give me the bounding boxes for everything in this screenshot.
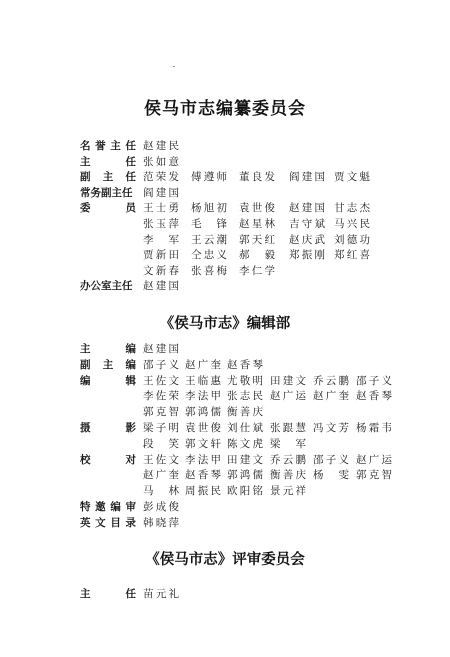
member-name: 彭成俊	[143, 501, 179, 513]
member-name: 苗元礼	[143, 588, 179, 600]
member-name: 张跟慧	[270, 422, 306, 434]
member-name: 赵建国	[289, 202, 325, 215]
member-name: 景元祥	[270, 485, 306, 498]
member-name: 郭克智	[143, 406, 179, 419]
member-name: 郭鸿儒	[227, 469, 263, 482]
review-title: 《侯马市志》评审委员会	[145, 552, 305, 568]
member-name: 郝毅	[239, 249, 275, 262]
member-name: 郭天红	[239, 233, 275, 246]
member-name: 赵香琴	[185, 469, 221, 482]
role-label: 副主任	[80, 171, 136, 184]
member-name: 梁子明	[143, 422, 179, 434]
member-name: 郭鸿儒	[185, 406, 221, 419]
member-name: 田建文	[227, 453, 263, 466]
member-name: 赵香琴	[227, 358, 263, 371]
member-name: 赵广奎	[313, 390, 349, 403]
member-name: 冯文芳	[313, 422, 349, 434]
member-name: 韩晓萍	[143, 516, 179, 529]
role-label: 主编	[80, 343, 136, 355]
member-name: 张如意	[143, 155, 179, 168]
member-name: 乔云鹏	[313, 374, 349, 387]
member-name: 甘志杰	[334, 202, 370, 215]
member-name: 傅遵师	[191, 171, 227, 184]
member-name: 袁世俊	[185, 422, 221, 434]
member-name: 吉守斌	[289, 218, 325, 230]
member-name: 马兴民	[334, 218, 370, 230]
member-name: 赵香琴	[356, 390, 392, 403]
member-name: 张志民	[227, 390, 263, 403]
member-name: 董良发	[239, 171, 275, 184]
member-name: 马林	[143, 485, 179, 498]
member-name: 阎建国	[143, 186, 179, 199]
role-label: 摄影	[80, 422, 136, 434]
member-name: 张喜梅	[191, 264, 227, 277]
member-name: 贾新田	[143, 249, 179, 262]
member-name: 贾文魁	[334, 171, 370, 184]
member-name: 邵子义	[356, 374, 392, 387]
member-name: 王佐文	[143, 453, 179, 466]
role-label: 委员	[80, 202, 136, 215]
member-name: 赵建国	[143, 280, 179, 293]
member-name: 郭克智	[356, 469, 392, 482]
member-name: 乔云鹏	[270, 453, 306, 466]
member-name: 毛锋	[191, 218, 227, 230]
member-name: 王云潮	[191, 233, 227, 246]
member-name: 杨霜韦	[356, 422, 392, 434]
member-name: 李军	[143, 233, 179, 246]
member-name: 李法甲	[185, 390, 221, 403]
scan-speck	[173, 66, 175, 67]
member-name: 赵庆武	[289, 233, 325, 246]
member-name: 郑红喜	[334, 249, 370, 262]
member-name: 阎建国	[289, 171, 325, 184]
member-name: 赵广奎	[185, 358, 221, 371]
member-name: 王佐文	[143, 374, 179, 387]
member-name: 范荣发	[143, 171, 179, 184]
member-name: 赵星林	[239, 218, 275, 230]
member-name: 杨雯	[313, 469, 349, 482]
member-name: 赵广运	[356, 453, 392, 466]
role-label: 副主编	[80, 358, 136, 371]
member-name: 衡善庆	[270, 469, 306, 482]
editorial-title: 《侯马市志》编辑部	[159, 316, 291, 332]
committee-title: 侯马市志编纂委员会	[144, 99, 306, 119]
member-name: 张玉萍	[143, 218, 179, 230]
role-label: 校对	[80, 453, 136, 466]
member-name: 李佐荣	[143, 390, 179, 403]
member-name: 尤敬明	[227, 374, 263, 387]
member-name: 梁军	[270, 437, 306, 450]
member-name: 王士勇	[143, 202, 179, 215]
member-name: 袁世俊	[239, 202, 275, 215]
member-name: 段笑	[143, 437, 179, 450]
member-name: 赵建民	[143, 140, 179, 152]
member-name: 衡善庆	[227, 406, 263, 419]
role-label: 常务副主任	[80, 186, 133, 199]
member-name: 赵广奎	[143, 469, 179, 482]
member-name: 杨旭初	[191, 202, 227, 215]
member-name: 陈文虎	[227, 437, 263, 450]
member-name: 王临惠	[185, 374, 221, 387]
role-label: 名誉主任	[80, 140, 136, 152]
role-label: 特邀编审	[80, 501, 136, 513]
member-name: 郭文轩	[185, 437, 221, 450]
member-name: 邵子义	[313, 453, 349, 466]
member-name: 赵建国	[143, 343, 179, 355]
member-name: 郑振刚	[289, 249, 325, 262]
member-name: 李法甲	[185, 453, 221, 466]
member-name: 仝忠义	[191, 249, 227, 262]
member-name: 刘仕斌	[227, 422, 263, 434]
role-label: 办公室主任	[80, 280, 133, 293]
member-name: 赵广运	[270, 390, 306, 403]
member-name: 李仁学	[239, 264, 275, 277]
member-name: 邵子义	[143, 358, 179, 371]
member-name: 文新春	[143, 264, 179, 277]
role-label: 编辑	[80, 374, 136, 387]
role-label: 英文目录	[80, 516, 136, 529]
role-label: 主任	[80, 588, 136, 600]
member-name: 周振民	[185, 485, 221, 498]
member-name: 田建文	[270, 374, 306, 387]
member-name: 欧阳铭	[227, 485, 263, 498]
role-label: 主任	[80, 155, 136, 168]
member-name: 刘德功	[334, 233, 370, 246]
